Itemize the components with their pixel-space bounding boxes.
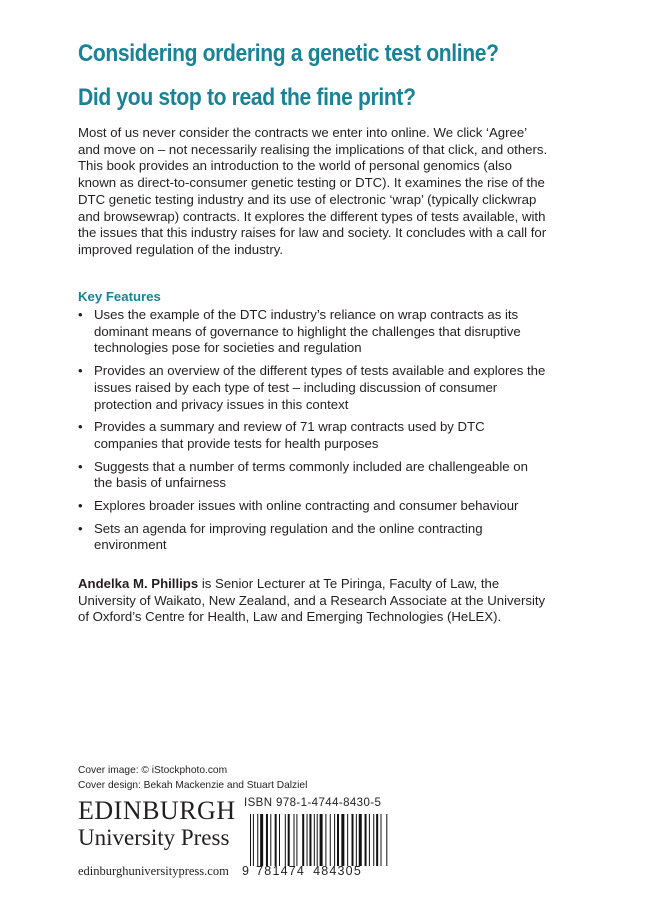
author-bio-text: is Senior Lecturer at Te Piringa, Faculty of Law, the University of Waikato, New Zealand, and a Research Associate at the University of Oxford’s Centre for Health, Law and Emerging Technologies (HeLEX). — [78, 576, 546, 625]
feature-text: Sets an agenda for improving regulation and the online contracting environment — [94, 520, 483, 553]
headline-question: Considering ordering a genetic test online? — [78, 40, 499, 67]
headline-fine-print: Did you stop to read the fine print? — [78, 84, 416, 111]
author-bio — [78, 576, 550, 626]
barcode-digit-group-2: 484305 — [313, 864, 362, 878]
list-item — [78, 307, 548, 357]
publisher-name-line1: EDINBURGH — [78, 796, 236, 825]
barcode-digit-first: 9 — [242, 864, 251, 878]
key-features-list — [78, 307, 548, 560]
barcode-digit-group-1: 781474 — [256, 864, 306, 878]
feature-text: Uses the example of the DTC industry’s reliance on wrap contracts as its dominant means of governance to highlight the challenges that disruptive technologies pose for societies and regulation — [94, 307, 521, 356]
author-name: Andelka M. Phillips — [78, 576, 199, 591]
cover-design-credit: Cover design: Bekah Mackenzie and Stuart Dalziel — [78, 780, 308, 791]
book-blurb: Most of us never consider the contracts we enter into online. We click ‘Agree’ and move on – not necessarily realising the implications of that click, and others. This book provides an introduction to the world of personal genomics (also known as direct-to-consumer genetic testing or DTC). It examines the rise of the DTC genetic testing industry and its use of electronic ‘wrap’ (typically clickwrap and browsewrap) contracts. It explores the different types of tests available, with the issues that this industry raises for law and society. It concludes with a call for improved regulation of the industry. — [78, 125, 548, 257]
key-features-title: Key Features — [78, 289, 161, 304]
feature-text: Suggests that a number of terms commonly included are challengeable on the basis of unfairness — [94, 458, 528, 491]
bullet-icon: • — [78, 498, 83, 514]
isbn-label: ISBN 978-1-4744-8430-5 — [244, 797, 382, 809]
bullet-icon: • — [78, 307, 83, 322]
bullet-icon: • — [78, 419, 83, 435]
publisher-logo — [78, 797, 236, 879]
feature-text: Provides a summary and review of 71 wrap contracts used by DTC companies that provide tests for health purposes — [94, 419, 485, 451]
list-item — [78, 419, 548, 452]
barcode-digits — [242, 864, 362, 878]
cover-image-credit: Cover image: © iStockphoto.com — [78, 765, 228, 776]
bullet-icon: • — [78, 458, 83, 474]
feature-text: Provides an overview of the different types of tests available and explores the issues raised by each type of test – including discussion of consumer protection and privacy issues in this context — [94, 363, 546, 412]
list-item — [78, 521, 548, 554]
publisher-name-line2: University Press — [78, 825, 230, 850]
bullet-icon: • — [78, 520, 83, 536]
list-item — [78, 363, 548, 413]
list-item — [78, 498, 548, 515]
feature-text: Explores broader issues with online contracting and consumer behaviour — [94, 498, 519, 514]
barcode-icon — [250, 814, 388, 866]
publisher-website: edinburghuniversitypress.com — [78, 864, 229, 878]
bullet-icon: • — [78, 363, 83, 379]
list-item — [78, 459, 548, 492]
